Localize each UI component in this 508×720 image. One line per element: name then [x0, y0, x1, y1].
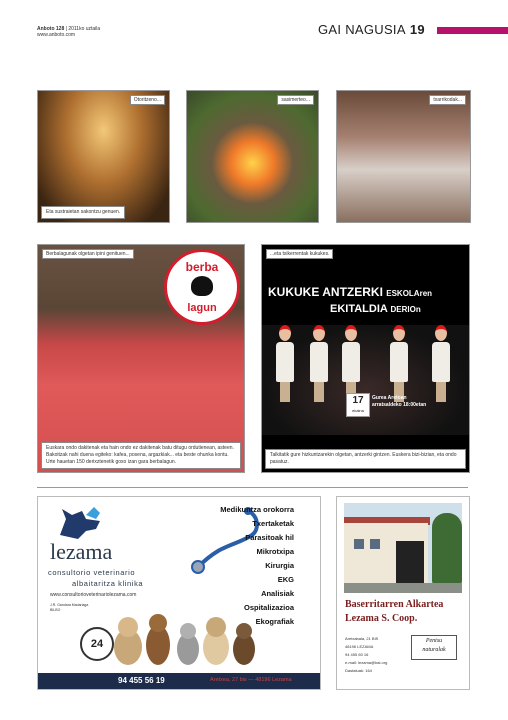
info-line: e-mail: lezama@bai.org — [345, 660, 388, 665]
issue-web: www.anboto.com — [37, 32, 76, 38]
poster-title-derio: DERIOn — [390, 305, 421, 314]
lezama-sub-es: consultorio veterinario — [48, 568, 136, 577]
service-item: Ekografiak — [255, 617, 294, 626]
accent-bar — [437, 27, 508, 34]
poster-date-box — [346, 393, 370, 417]
lezama-sub-eu: albaitaritza klinika — [72, 579, 144, 588]
photo-otoritzeno — [37, 90, 170, 223]
photo-tag: txarrikodak... — [429, 95, 466, 105]
seal-text: 24 — [90, 638, 104, 650]
ad-baserritarren — [336, 496, 470, 690]
poster-date-day: 17 — [352, 395, 364, 406]
service-item: Txertaketak — [252, 519, 294, 528]
logo-text-top: berba — [185, 260, 219, 274]
divider — [37, 487, 468, 488]
pets-image — [110, 605, 260, 667]
info-line: Dastatuak: 164 — [345, 668, 372, 673]
photo-caption: Eta sustraietan sakontzu genuen. — [41, 206, 125, 219]
issue-info — [37, 26, 100, 38]
page-number: 19 — [409, 22, 425, 37]
service-item: Ospitalizazioa — [243, 603, 294, 612]
service-item: EKG — [277, 575, 294, 584]
baserritarren-subtitle: Lezama S. Coop. — [345, 613, 418, 624]
section-title: GAI NAGUSIA — [318, 22, 406, 37]
photo-tag: sasimerteo... — [277, 95, 314, 105]
photo-tag: Otoritzeno... — [130, 95, 165, 105]
poster-title-eskola: ESKOLAren — [386, 289, 433, 298]
photo-kukuke-poster — [261, 244, 470, 473]
issue-date: | 2011ko uztaila — [65, 26, 101, 32]
building-photo — [344, 503, 462, 593]
info-line: 48196 LEZAMA — [345, 644, 374, 649]
dog-logo-icon — [56, 505, 106, 541]
issue-number: Anboto 128 — [37, 26, 65, 32]
info-line: Aretxabala, 21 BIS — [345, 636, 379, 641]
address-line: BILBO — [50, 608, 61, 612]
photo-caption: Talkitatik gure hizkuntzarekin olgetan, antzerki gintzen. Euskera bizi-bizian, eta ondo pasatuz. — [265, 449, 466, 469]
poster-venue — [372, 395, 426, 409]
ad-lezama-vet — [37, 496, 321, 690]
logo-face-icon — [191, 276, 213, 296]
lezama-brand: lezama — [50, 539, 113, 564]
performer-figure — [310, 325, 328, 403]
photo-sasimerteo — [186, 90, 319, 223]
poster-title-antzerki: ANTZERKI — [322, 285, 383, 299]
poster-title-ekitaldia: EKITALDIA — [330, 303, 388, 315]
lezama-address — [50, 603, 88, 613]
photo-txarrikodak — [336, 90, 471, 223]
service-item: Parasitoak hil — [245, 533, 294, 542]
performer-figure — [390, 325, 408, 403]
photo-caption: Euskara ondo dakitenak eta hain ondo ez dakitenak batu ditugu ordutienean, asteen. Bakoitzak nahi duena egiteko: kafea, posena, argazkiak... eta beste ohunka kontu. Urte hauetan 150 derixztenetik goxo izan gara berbalagun. — [41, 442, 241, 469]
poster-stage-image — [262, 325, 469, 435]
service-item: Mikrotxipa — [256, 547, 294, 556]
berbalagun-logo — [164, 249, 240, 325]
photo-tag: ...eta txikerrentak kukukes. — [266, 249, 333, 259]
address-line: J.R. Gandara Madariaga — [50, 603, 89, 607]
pentsu-box — [411, 635, 457, 660]
service-item: Kirurgia — [265, 561, 294, 570]
lezama-web: www.consultorioveterinariolezama.com — [50, 592, 137, 598]
photo-berbalagun — [37, 244, 245, 473]
pentsu-label: Pentsu — [425, 638, 443, 644]
performer-figure — [432, 325, 450, 403]
performer-figure — [276, 325, 294, 403]
poster-title-line2 — [330, 303, 421, 315]
baserritarren-info — [345, 635, 387, 675]
info-line: 94 455 60 16 — [345, 652, 369, 657]
clinic-seal — [80, 627, 114, 661]
photo-tag: Berbalagunak olgetan ipini genituen... — [42, 249, 134, 259]
poster-title-kukuke: KUKUKE — [268, 285, 320, 299]
poster-date-month: ekaina — [352, 408, 364, 413]
lezama-phone: 94 455 56 19 — [118, 676, 165, 685]
logo-text-bottom: lagun — [187, 302, 217, 314]
performer-figure — [342, 325, 360, 403]
naturalak-label: naturalak — [422, 647, 446, 653]
poster-time: arratsaldeko 18:00etan — [372, 402, 427, 408]
poster-place: Gurea Aretoan — [372, 395, 407, 401]
section-header — [318, 22, 425, 37]
lezama-location: Aretxea, 27 bis — 48196 Lezama — [210, 677, 292, 683]
poster-title-line1 — [268, 285, 432, 299]
service-item: Analisiak — [261, 589, 294, 598]
lezama-contact-bar — [38, 673, 320, 689]
service-item: Medikuntza orokorra — [220, 505, 294, 514]
baserritarren-title: Baserritarren Alkartea — [345, 599, 444, 610]
